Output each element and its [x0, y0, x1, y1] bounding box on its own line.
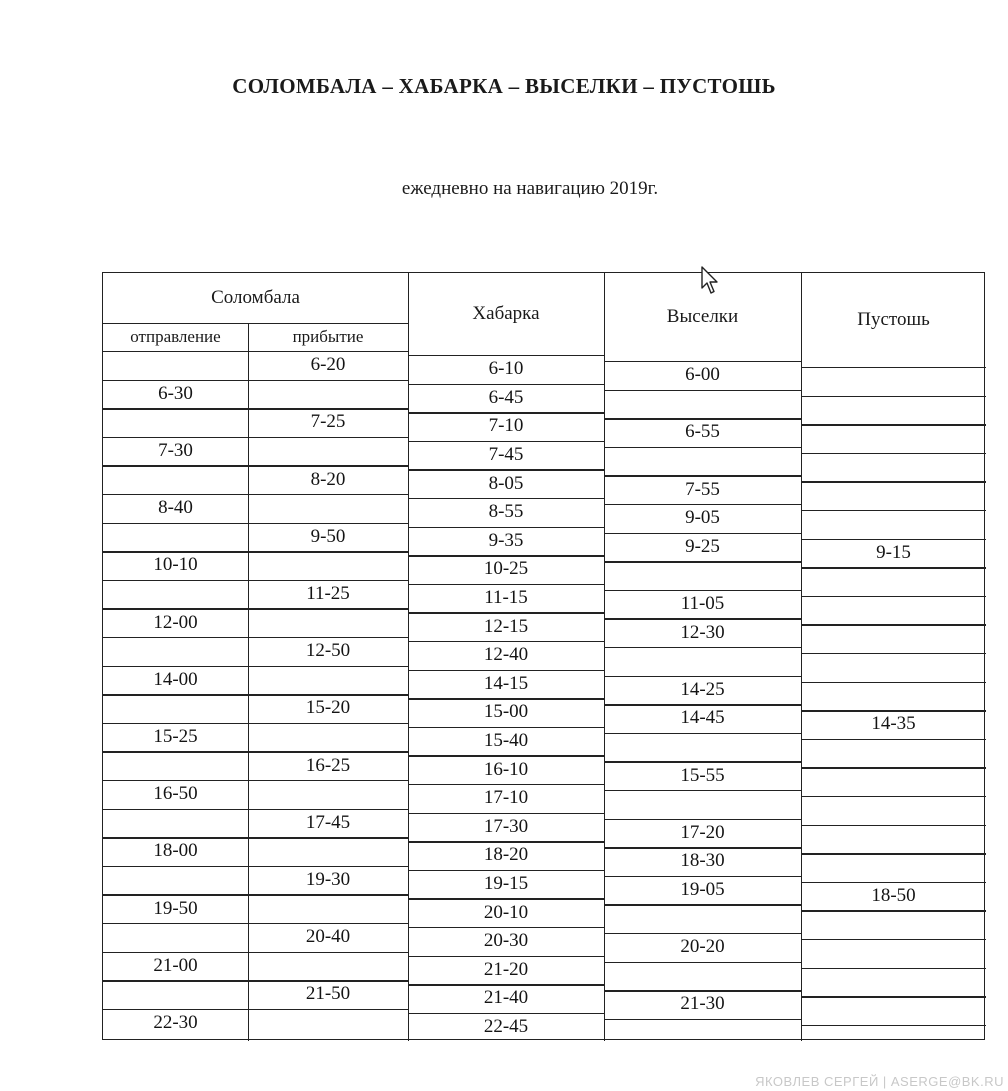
- cell-pustosh: [801, 910, 986, 939]
- timetable: [102, 272, 985, 1040]
- cell-departure: [103, 866, 248, 895]
- cell-arrival: [248, 494, 408, 523]
- cell-pustosh: [801, 968, 986, 997]
- cell-arrival: [248, 837, 408, 866]
- cell-pustosh: [801, 796, 986, 825]
- cell-vyselki: 18-30: [680, 850, 725, 872]
- cell-vyselki: 20-20: [680, 936, 725, 958]
- cell-vyselki: 11-05: [680, 593, 725, 615]
- cell-vyselki: [604, 1019, 801, 1048]
- cell-arrival: [248, 952, 408, 981]
- cell-departure: 15-25: [153, 726, 198, 748]
- cell-arrival: 15-20: [305, 697, 351, 719]
- cell-khabarka: 12-40: [483, 644, 529, 666]
- cell-arrival: [248, 608, 408, 637]
- cell-arrival: [248, 780, 408, 809]
- cell-khabarka: 8-55: [488, 501, 524, 523]
- cell-arrival: 8-20: [310, 468, 346, 490]
- cell-arrival: 12-50: [305, 640, 351, 662]
- page-title: СОЛОМБАЛА – ХАБАРКА – ВЫСЕЛКИ – ПУСТОШЬ: [232, 74, 776, 98]
- cell-departure: [103, 351, 248, 380]
- cell-vyselki: 7-55: [685, 478, 720, 500]
- cell-arrival: 21-50: [305, 983, 351, 1005]
- cell-khabarka: 20-30: [483, 930, 529, 952]
- cell-departure: [103, 980, 248, 1009]
- cell-vyselki: 12-30: [680, 621, 725, 643]
- cell-khabarka: 15-40: [483, 730, 529, 752]
- cell-khabarka: 22-45: [483, 1016, 529, 1038]
- cell-pustosh: [801, 510, 986, 539]
- header-khabarka: Хабарка: [472, 303, 540, 324]
- cell-arrival: 20-40: [305, 926, 351, 948]
- cell-departure: [103, 809, 248, 838]
- cell-vyselki: [604, 561, 801, 590]
- cell-khabarka: 20-10: [483, 901, 529, 923]
- cell-khabarka: 11-15: [484, 587, 528, 609]
- cell-vyselki: [604, 390, 801, 419]
- cell-pustosh: [801, 825, 986, 854]
- cell-vyselki: 6-00: [685, 364, 720, 386]
- cell-arrival: [248, 894, 408, 923]
- cell-khabarka: 6-45: [488, 386, 524, 408]
- cell-khabarka: 8-05: [488, 472, 524, 494]
- header-pustosh: Пустошь: [857, 309, 930, 330]
- cell-vyselki: 15-55: [680, 764, 725, 786]
- cell-vyselki: 9-25: [685, 535, 720, 557]
- cell-khabarka: 10-25: [483, 558, 529, 580]
- cell-departure: 7-30: [158, 440, 193, 462]
- cell-vyselki: 6-55: [685, 421, 720, 443]
- cell-departure: 6-30: [158, 382, 193, 404]
- cell-departure: [103, 523, 248, 552]
- cell-pustosh: [801, 682, 986, 711]
- cell-khabarka: 19-15: [483, 873, 529, 895]
- cell-departure: 21-00: [153, 954, 198, 976]
- cell-departure: 22-30: [153, 1012, 198, 1034]
- cell-khabarka: 15-00: [483, 701, 529, 723]
- cell-vyselki: 9-05: [685, 507, 720, 529]
- cell-khabarka: 7-45: [488, 444, 524, 466]
- cell-vyselki: [604, 733, 801, 762]
- cell-pustosh: [801, 481, 986, 510]
- cell-departure: 19-50: [153, 897, 198, 919]
- cell-pustosh: [801, 367, 986, 396]
- cell-arrival: 7-25: [310, 411, 346, 433]
- cell-vyselki: 17-20: [680, 821, 725, 843]
- cell-pustosh: [801, 624, 986, 653]
- cell-khabarka: 16-10: [483, 758, 529, 780]
- cell-khabarka: 6-10: [488, 358, 524, 380]
- cell-pustosh: 14-35: [871, 713, 916, 735]
- cell-vyselki: 14-45: [680, 707, 725, 729]
- cell-departure: [103, 923, 248, 952]
- cell-khabarka: 17-10: [483, 787, 529, 809]
- cell-pustosh: [801, 767, 986, 796]
- header-divider: [103, 323, 408, 324]
- cell-departure: 14-00: [153, 668, 198, 690]
- page-subtitle: ежедневно на навигацию 2019г.: [401, 178, 659, 199]
- cell-khabarka: 18-20: [483, 844, 529, 866]
- cell-arrival: 19-30: [305, 869, 351, 891]
- cell-pustosh: [801, 853, 986, 882]
- cell-khabarka: 21-40: [483, 987, 529, 1009]
- cell-departure: [103, 751, 248, 780]
- cell-arrival: [248, 1009, 408, 1038]
- cell-pustosh: [801, 996, 986, 1025]
- cell-arrival: 11-25: [306, 583, 350, 605]
- cell-arrival: 17-45: [305, 811, 351, 833]
- header-solombala: Соломбала: [211, 287, 300, 308]
- cell-departure: [103, 637, 248, 666]
- cell-arrival: [248, 551, 408, 580]
- cell-khabarka: 21-20: [483, 958, 529, 980]
- cell-arrival: 6-20: [310, 354, 346, 376]
- cell-pustosh: [801, 739, 986, 768]
- cell-arrival: 16-25: [305, 754, 351, 776]
- mouse-pointer-icon: [700, 266, 720, 296]
- cell-vyselki: [604, 904, 801, 933]
- cell-pustosh: [801, 653, 986, 682]
- cell-departure: [103, 408, 248, 437]
- cell-vyselki: [604, 790, 801, 819]
- cell-pustosh: [801, 453, 986, 482]
- cell-vyselki: 14-25: [680, 678, 725, 700]
- cell-arrival: [248, 380, 408, 409]
- cell-departure: 18-00: [153, 840, 198, 862]
- cell-departure: 12-00: [153, 611, 198, 633]
- cell-departure: [103, 465, 248, 494]
- cell-arrival: [248, 437, 408, 466]
- cell-arrival: 9-50: [310, 525, 346, 547]
- cell-pustosh: [801, 396, 986, 425]
- cell-pustosh: [801, 1025, 986, 1054]
- cell-pustosh: 9-15: [876, 541, 911, 563]
- cell-pustosh: [801, 567, 986, 596]
- header-vyselki: Выселки: [666, 306, 739, 327]
- cell-arrival: [248, 723, 408, 752]
- cell-khabarka: 12-15: [483, 615, 529, 637]
- cell-departure: 16-50: [153, 783, 198, 805]
- cell-arrival: [248, 666, 408, 695]
- cell-vyselki: 19-05: [680, 879, 725, 901]
- cell-khabarka: 9-35: [488, 529, 524, 551]
- cell-departure: 8-40: [158, 497, 193, 519]
- cell-pustosh: [801, 596, 986, 625]
- header-departure: отправление: [130, 327, 221, 346]
- cell-pustosh: [801, 424, 986, 453]
- cell-departure: 10-10: [153, 554, 198, 576]
- cell-vyselki: [604, 647, 801, 676]
- cell-khabarka: 17-30: [483, 815, 529, 837]
- header-arrival: прибытие: [292, 327, 364, 346]
- cell-vyselki: 21-30: [680, 993, 725, 1015]
- cell-pustosh: 18-50: [871, 885, 916, 907]
- cell-pustosh: [801, 939, 986, 968]
- cell-departure: [103, 694, 248, 723]
- cell-vyselki: [604, 962, 801, 991]
- cell-departure: [103, 580, 248, 609]
- watermark: ЯКОВЛЕВ СЕРГЕЙ | ASERGE@BK.RU: [755, 1074, 1004, 1089]
- cell-khabarka: 14-15: [483, 672, 529, 694]
- cell-vyselki: [604, 447, 801, 476]
- cell-khabarka: 7-10: [488, 415, 524, 437]
